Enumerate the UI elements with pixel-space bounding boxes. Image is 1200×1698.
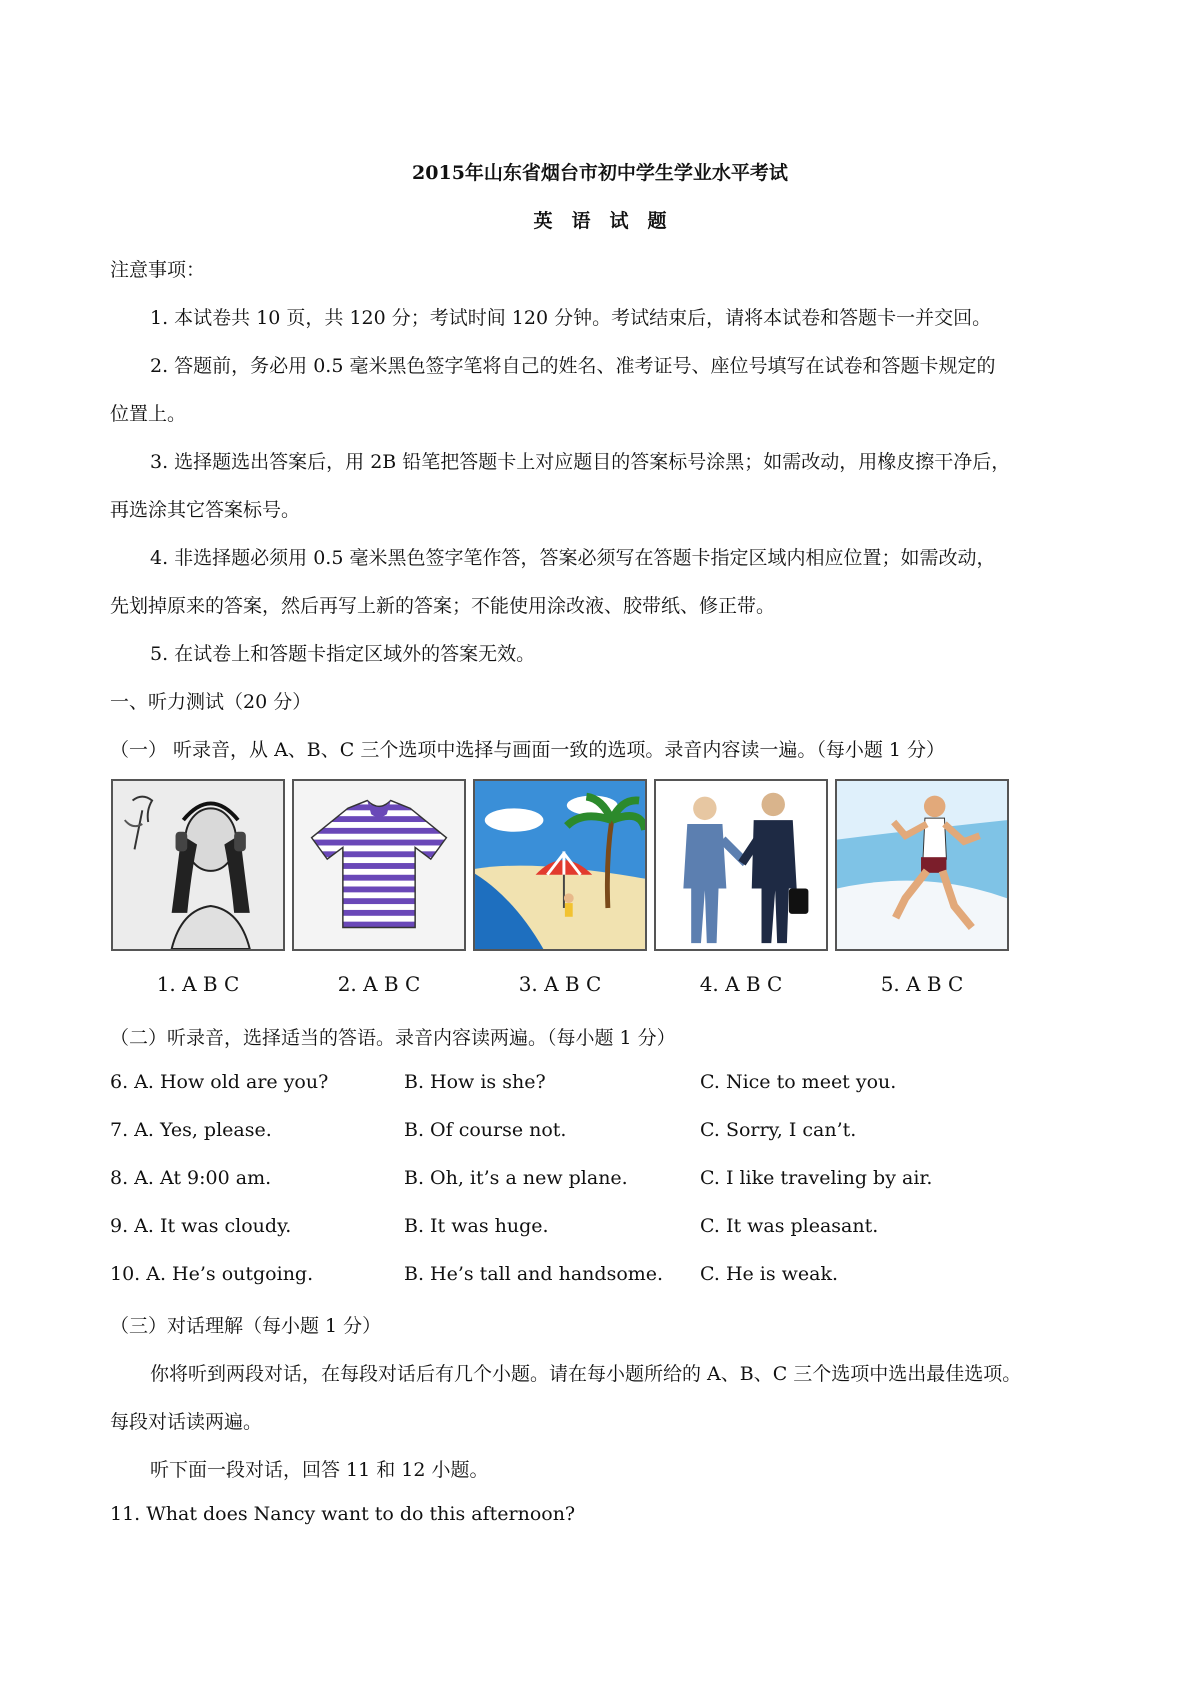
picture-3-options: 3. A B C [518,972,602,996]
q10-option-c: C. He is weak. [700,1263,839,1285]
q8-option-b: B. Oh, it’s a new plane. [404,1167,628,1189]
exam-title: 2015年山东省烟台市初中学生学业水平考试 [412,162,788,184]
q9-option-c: C. It was pleasant. [700,1215,879,1237]
q10-option-a: 10. A. He’s outgoing. [110,1263,314,1285]
picture-3 [473,779,647,951]
picture-1-options: 1. A B C [156,972,240,996]
notice-item-1: 1. 本试卷共 10 页，共 120 分；考试时间 120 分钟。考试结束后，请将本试卷和答题卡一并交回。 [150,307,992,329]
girl-headphones-icon [113,781,283,949]
handshake-icon [656,781,826,949]
part1-heading: （一） 听录音，从 A、B、C 三个选项中选择与画面一致的选项。录音内容读一遍。（每小题 1 分） [110,739,946,761]
section-heading: 一、听力测试（20 分） [110,691,312,713]
part3-heading: （三）对话理解（每小题 1 分） [110,1315,382,1337]
q6-option-c: C. Nice to meet you. [700,1071,897,1093]
picture-1 [111,779,285,951]
notice-item-4-cont: 先划掉原来的答案，然后再写上新的答案；不能使用涂改液、胶带纸、修正带。 [110,595,776,617]
notice-item-4: 4. 非选择题必须用 0.5 毫米黑色签字笔作答，答案必须写在答题卡指定区域内相应位置；如需改动， [150,547,996,569]
notice-item-3-cont: 再选涂其它答案标号。 [110,499,301,521]
picture-5 [835,779,1009,951]
q10-option-b: B. He’s tall and handsome. [404,1263,664,1285]
notice-item-2-cont: 位置上。 [110,403,187,425]
notice-item-5: 5. 在试卷上和答题卡指定区域外的答案无效。 [150,643,536,665]
q9-option-a: 9. A. It was cloudy. [110,1215,292,1237]
part3-instruction: 听下面一段对话，回答 11 和 12 小题。 [150,1459,489,1481]
runner-icon [837,781,1007,949]
picture-5-options: 5. A B C [880,972,964,996]
q7-option-c: C. Sorry, I can’t. [700,1119,857,1141]
exam-subtitle: 英 语 试 题 [533,210,667,232]
picture-2-options: 2. A B C [337,972,421,996]
picture-2 [292,779,466,951]
q7-option-b: B. Of course not. [404,1119,567,1141]
q9-option-b: B. It was huge. [404,1215,549,1237]
notice-item-3: 3. 选择题选出答案后，用 2B 铅笔把答题卡上对应题目的答案标号涂黑；如需改动，用橡皮擦干净后， [150,451,1011,473]
part3-intro-cont: 每段对话读两遍。 [110,1411,263,1433]
q8-option-c: C. I like traveling by air. [700,1167,933,1189]
q6-option-a: 6. A. How old are you? [110,1071,329,1093]
striped-shirt-icon [294,781,464,949]
notice-heading: 注意事项： [110,259,206,281]
picture-4 [654,779,828,951]
part3-intro: 你将听到两段对话，在每段对话后有几个小题。请在每小题所给的 A、B、C 三个选项中选出最佳选项。 [150,1363,1022,1385]
beach-umbrella-icon [475,781,645,949]
q7-option-a: 7. A. Yes, please. [110,1119,272,1141]
q8-option-a: 8. A. At 9:00 am. [110,1167,272,1189]
picture-4-options: 4. A B C [699,972,783,996]
part2-heading: （二）听录音，选择适当的答语。录音内容读两遍。（每小题 1 分） [110,1027,676,1049]
q6-option-b: B. How is she? [404,1071,546,1093]
question-11: 11. What does Nancy want to do this afternoon? [110,1503,576,1525]
notice-item-2: 2. 答题前，务必用 0.5 毫米黑色签字笔将自己的姓名、准考证号、座位号填写在试卷和答题卡规定的 [150,355,996,377]
